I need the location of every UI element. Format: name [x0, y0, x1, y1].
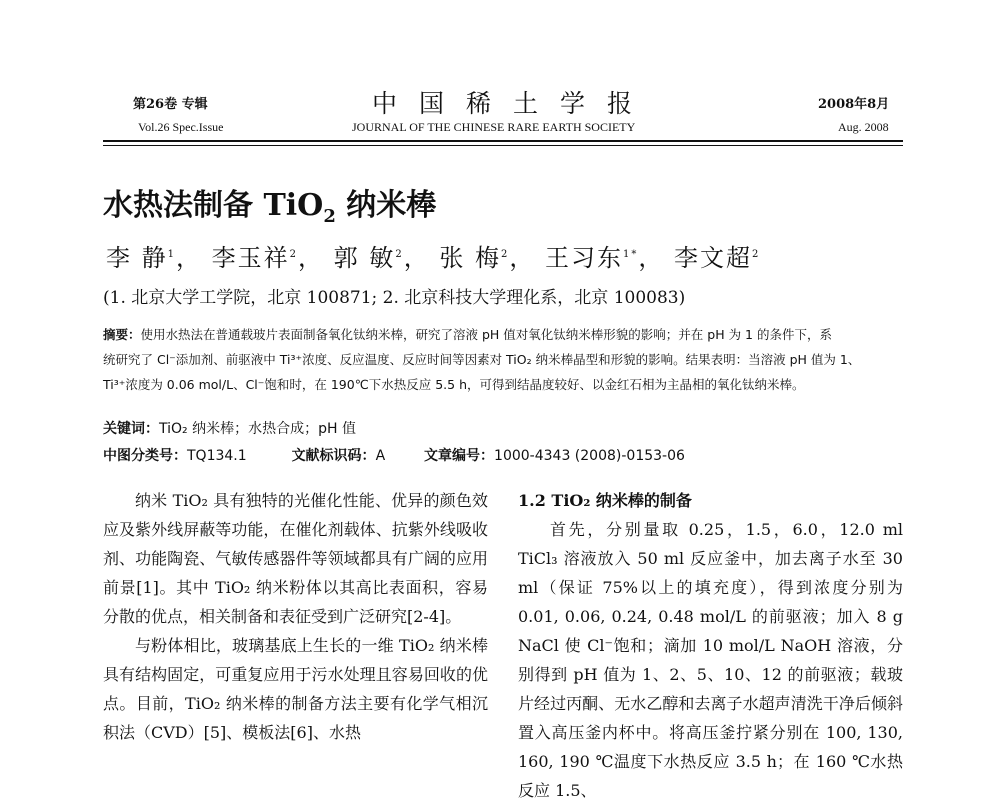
date-en: Aug. 2008: [838, 120, 889, 134]
abstract: [103, 322, 903, 397]
clc-number: TQ134.1: [187, 448, 247, 464]
author: 张 梅$^2$: [439, 244, 510, 272]
header-rule-thick: [103, 140, 903, 142]
body-right-column: [518, 486, 903, 805]
author: 郭 敏$^2$: [333, 244, 404, 272]
abstract-label: 摘要：: [103, 327, 141, 342]
body-left-column: [103, 486, 488, 747]
journal-title-cn: 中国稀土学报: [372, 89, 655, 118]
author: 李玉祥$^2$: [211, 244, 299, 272]
paragraph: 纳米 TiO₂ 具有独特的光催化性能、优异的颜色效应及紫外线屏蔽等功能，在催化剂载体、抗紫外线吸收剂、功能陶瓷、气敏传感器件等领域都具有广阔的应用前景[1]。其中 TiO₂ 纳米粉体以其高比表面积，容易分散的优点，相关制备和表征受到广泛研究[2-4]。: [103, 491, 488, 626]
abstract-line: 统研究了 Cl⁻添加剂、前驱液中 Ti³⁺浓度、反应温度、反应时间等因素对 TiO₂ 纳米棒晶型和形貌的影响。结果表明：当溶液 pH 值为 1、: [103, 352, 861, 367]
abstract-line: 使用水热法在普通载玻片表面制备氧化钛纳米棒，研究了溶液 pH 值对氧化钛纳米棒形貌的影响；并在 pH 为 1 的条件下，系: [140, 327, 832, 342]
author: 李 静$^1$: [106, 244, 177, 272]
volume-cn: 第26卷 专辑: [133, 97, 208, 112]
abstract-line: Ti³⁺浓度为 0.06 mol/L、Cl⁻饱和时，在 190℃下水热反应 5.5 h，可得到结晶度较好、以金红石相为主晶相的氧化钛纳米棒。: [103, 377, 805, 392]
affiliation: (1. 北京大学工学院，北京 100871; 2. 北京科技大学理化系，北京 100083): [103, 288, 686, 308]
volume-en: Vol.26 Spec.Issue: [138, 120, 224, 134]
journal-title-en: JOURNAL OF THE CHINESE RARE EARTH SOCIETY: [352, 120, 636, 134]
header-rule-thin: [103, 145, 903, 146]
keywords: 关键词：TiO₂ 纳米棒；水热合成；pH 值: [103, 421, 356, 437]
paragraph: 与粉体相比，玻璃基底上生长的一维 TiO₂ 纳米棒具有结构固定，可重复应用于污水处理且容易回收的优点。目前，TiO₂ 纳米棒的制备方法主要有化学气相沉积法（CVD）[5]、模板法[6]、水热: [103, 636, 488, 742]
paragraph: 首先，分别量取 0.25，1.5，6.0，12.0 ml TiCl₃ 溶液放入 50 ml 反应釜中，加去离子水至 30 ml（保证 75%以上的填充度），得到浓度分别为 0.01, 0.06, 0.24, 0.48 mol/L 的前驱液；加入 8 g NaCl 使 Cl⁻饱和；滴加 10 mol/L NaOH 溶液，分别得到 pH 值为 1、2、5、10、12 的前驱液；载玻片经过丙酮、无水乙醇和去离子水超声清洗干净后倾斜置入高压釜内杯中。将高压釜拧紧分别在 100, 130, 160, 190 ℃温度下水热反应 3.5 h；在 160 ℃水热反应 1.5、: [518, 520, 903, 800]
author: 李文超$^2$: [674, 244, 761, 272]
date-cn: 2008年8月: [818, 97, 890, 112]
author: 王习东$^{1*}$: [544, 244, 639, 272]
article-title: 水热法制备 TiO$_2$ 纳米棒: [103, 188, 437, 227]
doc-code: A: [375, 448, 386, 464]
author-list: 李 静$^1$， 李玉祥$^2$， 郭 敏$^2$， 张 梅$^2$， 王习东$^{1*}$， 李文超$^2$: [106, 244, 761, 272]
section-heading: 1.2 TiO₂ 纳米棒的制备: [518, 491, 692, 510]
classification: 中图分类号：TQ134.1 文献标识码：A 文章编号：1000-4343 (2008)-0153-06: [103, 448, 685, 464]
article-number: 1000-4343 (2008)-0153-06: [494, 448, 685, 464]
